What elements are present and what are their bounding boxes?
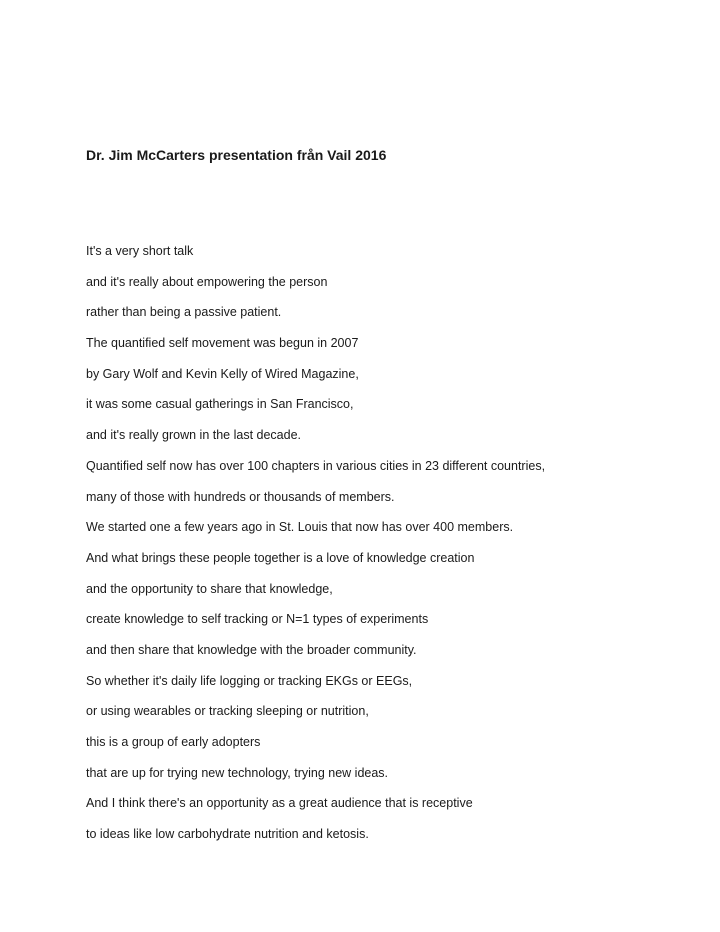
transcript-line: by Gary Wolf and Kevin Kelly of Wired Magazine, bbox=[86, 366, 359, 381]
transcript-line: And I think there's an opportunity as a great audience that is receptive bbox=[86, 796, 473, 811]
transcript-line: create knowledge to self tracking or N=1 types of experiments bbox=[86, 612, 429, 627]
transcript-line: this is a group of early adopters bbox=[86, 735, 261, 749]
transcript-line: We started one a few years ago in St. Louis that now has over 400 members. bbox=[86, 520, 514, 535]
transcript-line: and it's really about empowering the person bbox=[86, 274, 328, 289]
transcript-body bbox=[86, 242, 545, 856]
transcript-line: And what brings these people together is a love of knowledge creation bbox=[86, 550, 475, 565]
document-title: Dr. Jim McCarters presentation från Vail 2016 bbox=[86, 147, 387, 163]
transcript-line: and the opportunity to share that knowledge, bbox=[86, 581, 333, 596]
transcript-line: to ideas like low carbohydrate nutrition and ketosis. bbox=[86, 827, 369, 842]
transcript-line: many of those with hundreds or thousands of members. bbox=[86, 489, 395, 504]
transcript-line: The quantified self movement was begun in 2007 bbox=[86, 336, 359, 351]
transcript-line: and then share that knowledge with the broader community. bbox=[86, 642, 417, 657]
transcript-line: So whether it's daily life logging or tracking EKGs or EEGs, bbox=[86, 673, 413, 688]
transcript-line: Quantified self now has over 100 chapters in various cities in 23 different countries, bbox=[86, 458, 546, 473]
transcript-line: it was some casual gatherings in San Francisco, bbox=[86, 397, 354, 412]
transcript-line: It's a very short talk bbox=[86, 244, 194, 258]
transcript-line: and it's really grown in the last decade. bbox=[86, 428, 302, 443]
transcript-line: or using wearables or tracking sleeping or nutrition, bbox=[86, 704, 369, 719]
transcript-line: rather than being a passive patient. bbox=[86, 305, 282, 320]
transcript-line: that are up for trying new technology, trying new ideas. bbox=[86, 765, 389, 780]
